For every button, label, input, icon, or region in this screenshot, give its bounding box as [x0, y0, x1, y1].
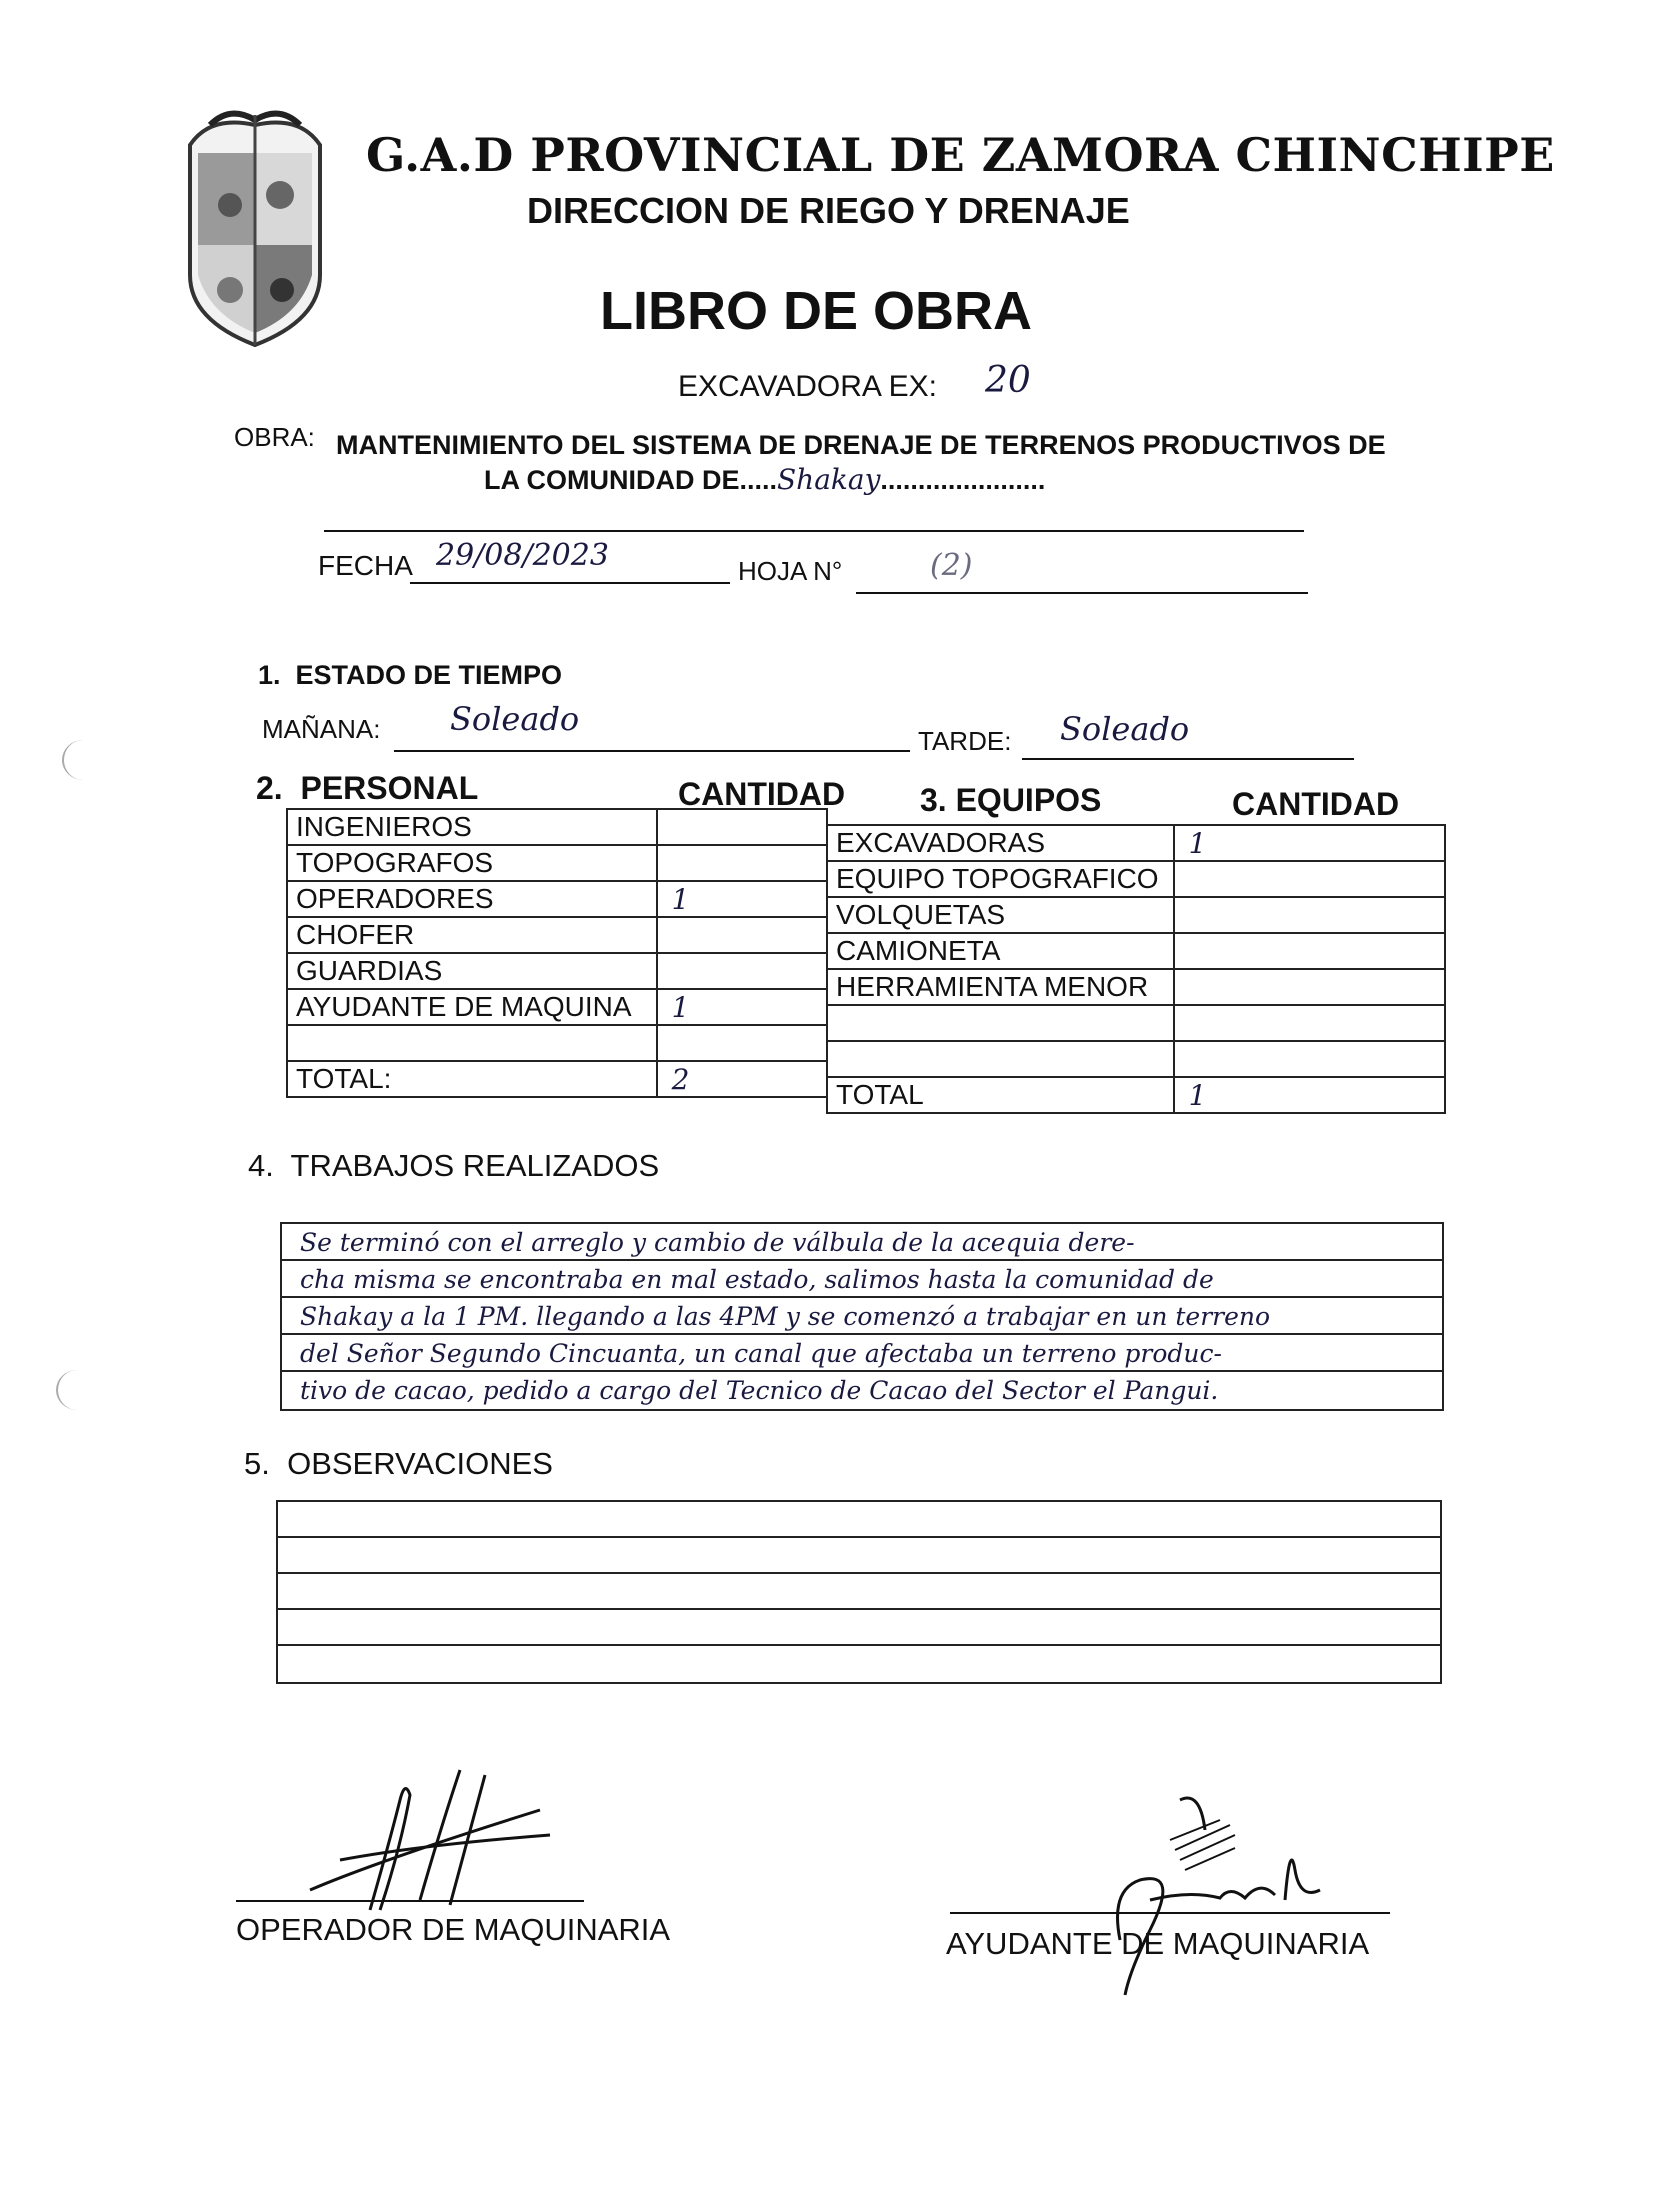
personal-row: [287, 1025, 827, 1061]
equipos-total-label: TOTAL: [827, 1077, 1174, 1113]
personal-row: [287, 917, 827, 953]
equipos-item-name: [827, 1041, 1174, 1077]
personal-item-name: CHOFER: [287, 917, 657, 953]
ayudante-signature: [1030, 1780, 1350, 2000]
equipos-row: [827, 933, 1445, 969]
observaciones-line: [278, 1538, 1440, 1574]
equipos-row: [827, 1041, 1445, 1077]
provincial-seal-logo: [170, 105, 340, 355]
personal-table: [286, 808, 828, 1098]
personal-item-qty: [657, 845, 827, 881]
obra-community-dots: ......................: [880, 465, 1046, 495]
personal-item-name: AYUDANTE DE MAQUINA: [287, 989, 657, 1025]
obra-underline: [324, 530, 1304, 532]
personal-item-qty: 1: [657, 989, 827, 1025]
equipos-item-qty: [1174, 969, 1445, 1005]
equipos-item-name: [827, 1005, 1174, 1041]
equipos-item-name: VOLQUETAS: [827, 897, 1174, 933]
tarde-field-line: [1022, 758, 1354, 760]
obra-label: OBRA:: [234, 422, 315, 452]
equipos-item-name: CAMIONETA: [827, 933, 1174, 969]
manana-field-line: [394, 750, 910, 752]
equipos-row: [827, 969, 1445, 1005]
obra-description-line1: MANTENIMIENTO DEL SISTEMA DE DRENAJE DE TERRENOS PRODUCTIVOS DE: [336, 430, 1386, 460]
observaciones-heading: 5. OBSERVACIONES: [244, 1446, 553, 1481]
personal-cantidad-heading: CANTIDAD: [678, 776, 846, 812]
equipos-item-name: HERRAMIENTA MENOR: [827, 969, 1174, 1005]
equipos-item-name: EQUIPO TOPOGRAFICO: [827, 861, 1174, 897]
personal-item-qty: [657, 917, 827, 953]
estado-tiempo-heading: 1. ESTADO DE TIEMPO: [258, 660, 563, 690]
trabajos-line: del Señor Segundo Cincuanta, un canal que afectaba un terreno produc-: [282, 1335, 1442, 1372]
personal-item-name: OPERADORES: [287, 881, 657, 917]
equipos-row: [827, 897, 1445, 933]
equipos-item-qty: [1174, 1041, 1445, 1077]
equipos-table: [826, 824, 1446, 1114]
personal-total-value: 2: [657, 1061, 827, 1097]
observaciones-line: [278, 1574, 1440, 1610]
hoja-field-line: [856, 592, 1308, 594]
equipos-item-name: EXCAVADORAS: [827, 825, 1174, 861]
obra-community-value: Shakay: [777, 463, 881, 496]
equipos-item-qty: [1174, 933, 1445, 969]
equipos-row: [827, 825, 1445, 861]
personal-row: [287, 989, 827, 1025]
trabajos-line: tivo de cacao, pedido a cargo del Tecnico de Cacao del Sector el Pangui.: [300, 1376, 1219, 1405]
equipos-item-qty: [1174, 897, 1445, 933]
hoja-label: HOJA N°: [738, 556, 843, 586]
operador-signature: [300, 1760, 560, 1920]
operador-signature-line: [236, 1900, 584, 1902]
obra-description-line2: [484, 463, 1045, 496]
manana-label: MAÑANA:: [262, 714, 381, 744]
equipos-total-value: 1: [1174, 1077, 1445, 1113]
equipos-item-qty: [1174, 861, 1445, 897]
fecha-value: 29/08/2023: [436, 538, 609, 573]
document-title: LIBRO DE OBRA: [600, 281, 1032, 341]
personal-row: [287, 845, 827, 881]
excavadora-label: EXCAVADORA EX:: [678, 370, 937, 403]
observaciones-line: [278, 1502, 1440, 1538]
hoja-value: (2): [930, 548, 973, 583]
manana-value: Soleado: [450, 700, 580, 738]
punch-hole-mark: [56, 1370, 98, 1410]
trabajos-heading: 4. TRABAJOS REALIZADOS: [248, 1148, 660, 1183]
department-name: DIRECCION DE RIEGO Y DRENAJE: [527, 190, 1130, 231]
fecha-field-line: [410, 582, 730, 584]
trabajos-box: [280, 1222, 1444, 1411]
excavadora-value: 20: [985, 360, 1031, 401]
equipos-row: [827, 1005, 1445, 1041]
personal-total-label: TOTAL:: [287, 1061, 657, 1097]
tarde-value: Soleado: [1060, 710, 1190, 748]
personal-item-qty: [657, 809, 827, 845]
trabajos-line: cha misma se encontraba en mal estado, salimos hasta la comunidad de: [282, 1261, 1442, 1298]
ayudante-signature-line: [950, 1912, 1390, 1914]
personal-item-qty: 1: [657, 881, 827, 917]
personal-item-name: GUARDIAS: [287, 953, 657, 989]
personal-row: [287, 809, 827, 845]
ayudante-label: AYUDANTE DE MAQUINARIA: [946, 1926, 1370, 1961]
personal-heading: 2. PERSONAL: [256, 770, 479, 806]
trabajos-line: Shakay a la 1 PM. llegando a las 4PM y se comenzó a trabajar en un terreno: [282, 1298, 1442, 1335]
tarde-label: TARDE:: [918, 726, 1012, 756]
equipos-cantidad-heading: CANTIDAD: [1232, 786, 1400, 822]
personal-item-name: TOPOGRAFOS: [287, 845, 657, 881]
personal-row: [287, 881, 827, 917]
equipos-total-row: [827, 1077, 1445, 1113]
organization-name: G.A.D PROVINCIAL DE ZAMORA CHINCHIPE: [366, 128, 1555, 182]
equipos-row: [827, 861, 1445, 897]
observaciones-line: [278, 1610, 1440, 1646]
obra-community-prefix: LA COMUNIDAD DE.....: [484, 465, 777, 495]
personal-item-qty: [657, 953, 827, 989]
equipos-item-qty: 1: [1174, 825, 1445, 861]
personal-item-name: INGENIEROS: [287, 809, 657, 845]
personal-row: [287, 953, 827, 989]
fecha-label: FECHA: [318, 550, 413, 581]
personal-item-qty: [657, 1025, 827, 1061]
observaciones-box: [276, 1500, 1442, 1684]
personal-item-name: [287, 1025, 657, 1061]
equipos-heading: 3. EQUIPOS: [920, 782, 1102, 818]
operador-label: OPERADOR DE MAQUINARIA: [236, 1912, 671, 1947]
trabajos-line: Se terminó con el arreglo y cambio de válbula de la acequia dere-: [282, 1224, 1442, 1261]
personal-total-row: [287, 1061, 827, 1097]
observaciones-line: [278, 1646, 1440, 1682]
equipos-item-qty: [1174, 1005, 1445, 1041]
punch-hole-mark: [62, 740, 104, 780]
